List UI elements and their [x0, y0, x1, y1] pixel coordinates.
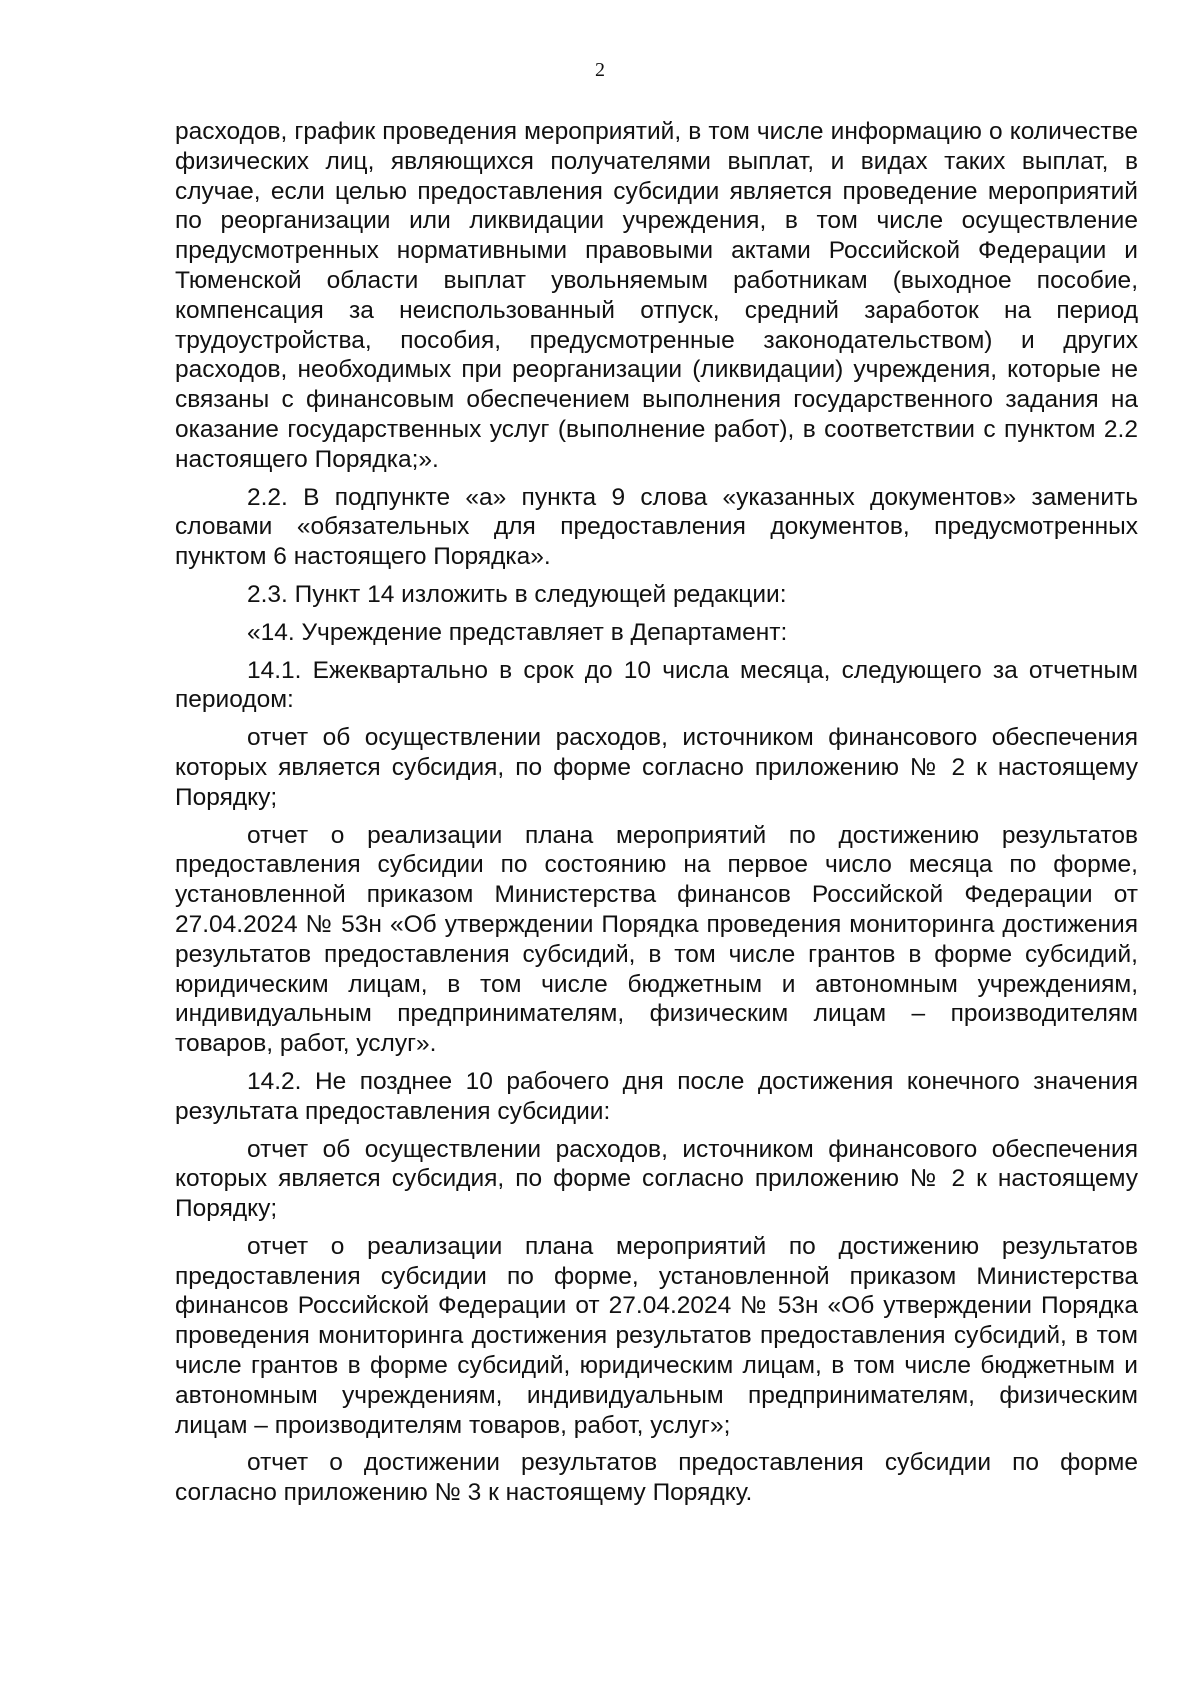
- paragraph-14-2: 14.2. Не позднее 10 рабочего дня после достижения конечного значения результата предоставления субсидии:: [175, 1067, 1138, 1125]
- paragraph-14-2-expense-report: отчет об осуществлении расходов, источником финансового обеспечения которых является субсидия, по форме согласно приложению № 2 к настоящему Порядку;: [175, 1135, 1138, 1223]
- paragraph-14-2-plan-report: отчет о реализации плана мероприятий по достижению результатов предоставления субсидии по форме, установленной приказом Министерства финансов Российской Федерации от 27.04.2024 № 53н «Об утверждении Порядка проведения мониторинга достижения результатов предоставления субсидий, в том числе грантов в форме субсидий, юридическим лицам, в том числе бюджетным и автономным учреждениям, индивидуальным предпринимателям, физическим лицам – производителям товаров, работ, услуг»;: [175, 1232, 1138, 1439]
- paragraph-2-3: 2.3. Пункт 14 изложить в следующей редакции:: [247, 580, 787, 608]
- paragraph-14: «14. Учреждение представляет в Департамент:: [247, 618, 788, 646]
- paragraph-14-1-plan-report: отчет о реализации плана мероприятий по достижению результатов предоставления субсидии по состоянию на первое число месяца по форме, установленной приказом Министерства финансов Российской Федерации от 27.04.2024 № 53н «Об утверждении Порядка проведения мониторинга достижения результатов предоставления субсидий, в том числе грантов в форме субсидий, юридическим лицам, в том числе бюджетным и автономным учреждениям, индивидуальным предпринимателям, физическим лицам – производителям товаров, работ, услуг».: [175, 821, 1138, 1058]
- page-number: 2: [595, 59, 605, 81]
- paragraph-2-2: 2.2. В подпункте «а» пункта 9 слова «указанных документов» заменить словами «обязательных для предоставления документов, предусмотренных пунктом 6 настоящего Порядка».: [175, 483, 1138, 571]
- paragraph-continuation: расходов, график проведения мероприятий, в том числе информацию о количестве физических лиц, являющихся получателями выплат, и видах таких выплат, в случае, если целью предоставления субсидии является проведение мероприятий по реорганизации или ликвидации учреждения, в том числе осуществление предусмотренных нормативными правовыми актами Российской Федерации и Тюменской области выплат увольняемым работникам (выходное пособие, компенсация за неиспользованный отпуск, средний заработок на период трудоустройства, пособия, предусмотренные законодательством) и других расходов, необходимых при реорганизации (ликвидации) учреждения, которые не связаны с финансовым обеспечением выполнения государственного задания на оказание государственных услуг (выполнение работ), в соответствии с пунктом 2.2 настоящего Порядка;».: [175, 118, 1138, 473]
- paragraph-14-2-results-report: отчет о достижении результатов предоставления субсидии по форме согласно приложению № 3 к настоящему Порядку.: [175, 1449, 1138, 1507]
- paragraph-14-1: 14.1. Ежеквартально в срок до 10 числа месяца, следующего за отчетным периодом:: [175, 656, 1138, 714]
- paragraph-14-1-expense-report: отчет об осуществлении расходов, источником финансового обеспечения которых является субсидия, по форме согласно приложению № 2 к настоящему Порядку;: [175, 724, 1138, 811]
- document-body: [175, 117, 1138, 1508]
